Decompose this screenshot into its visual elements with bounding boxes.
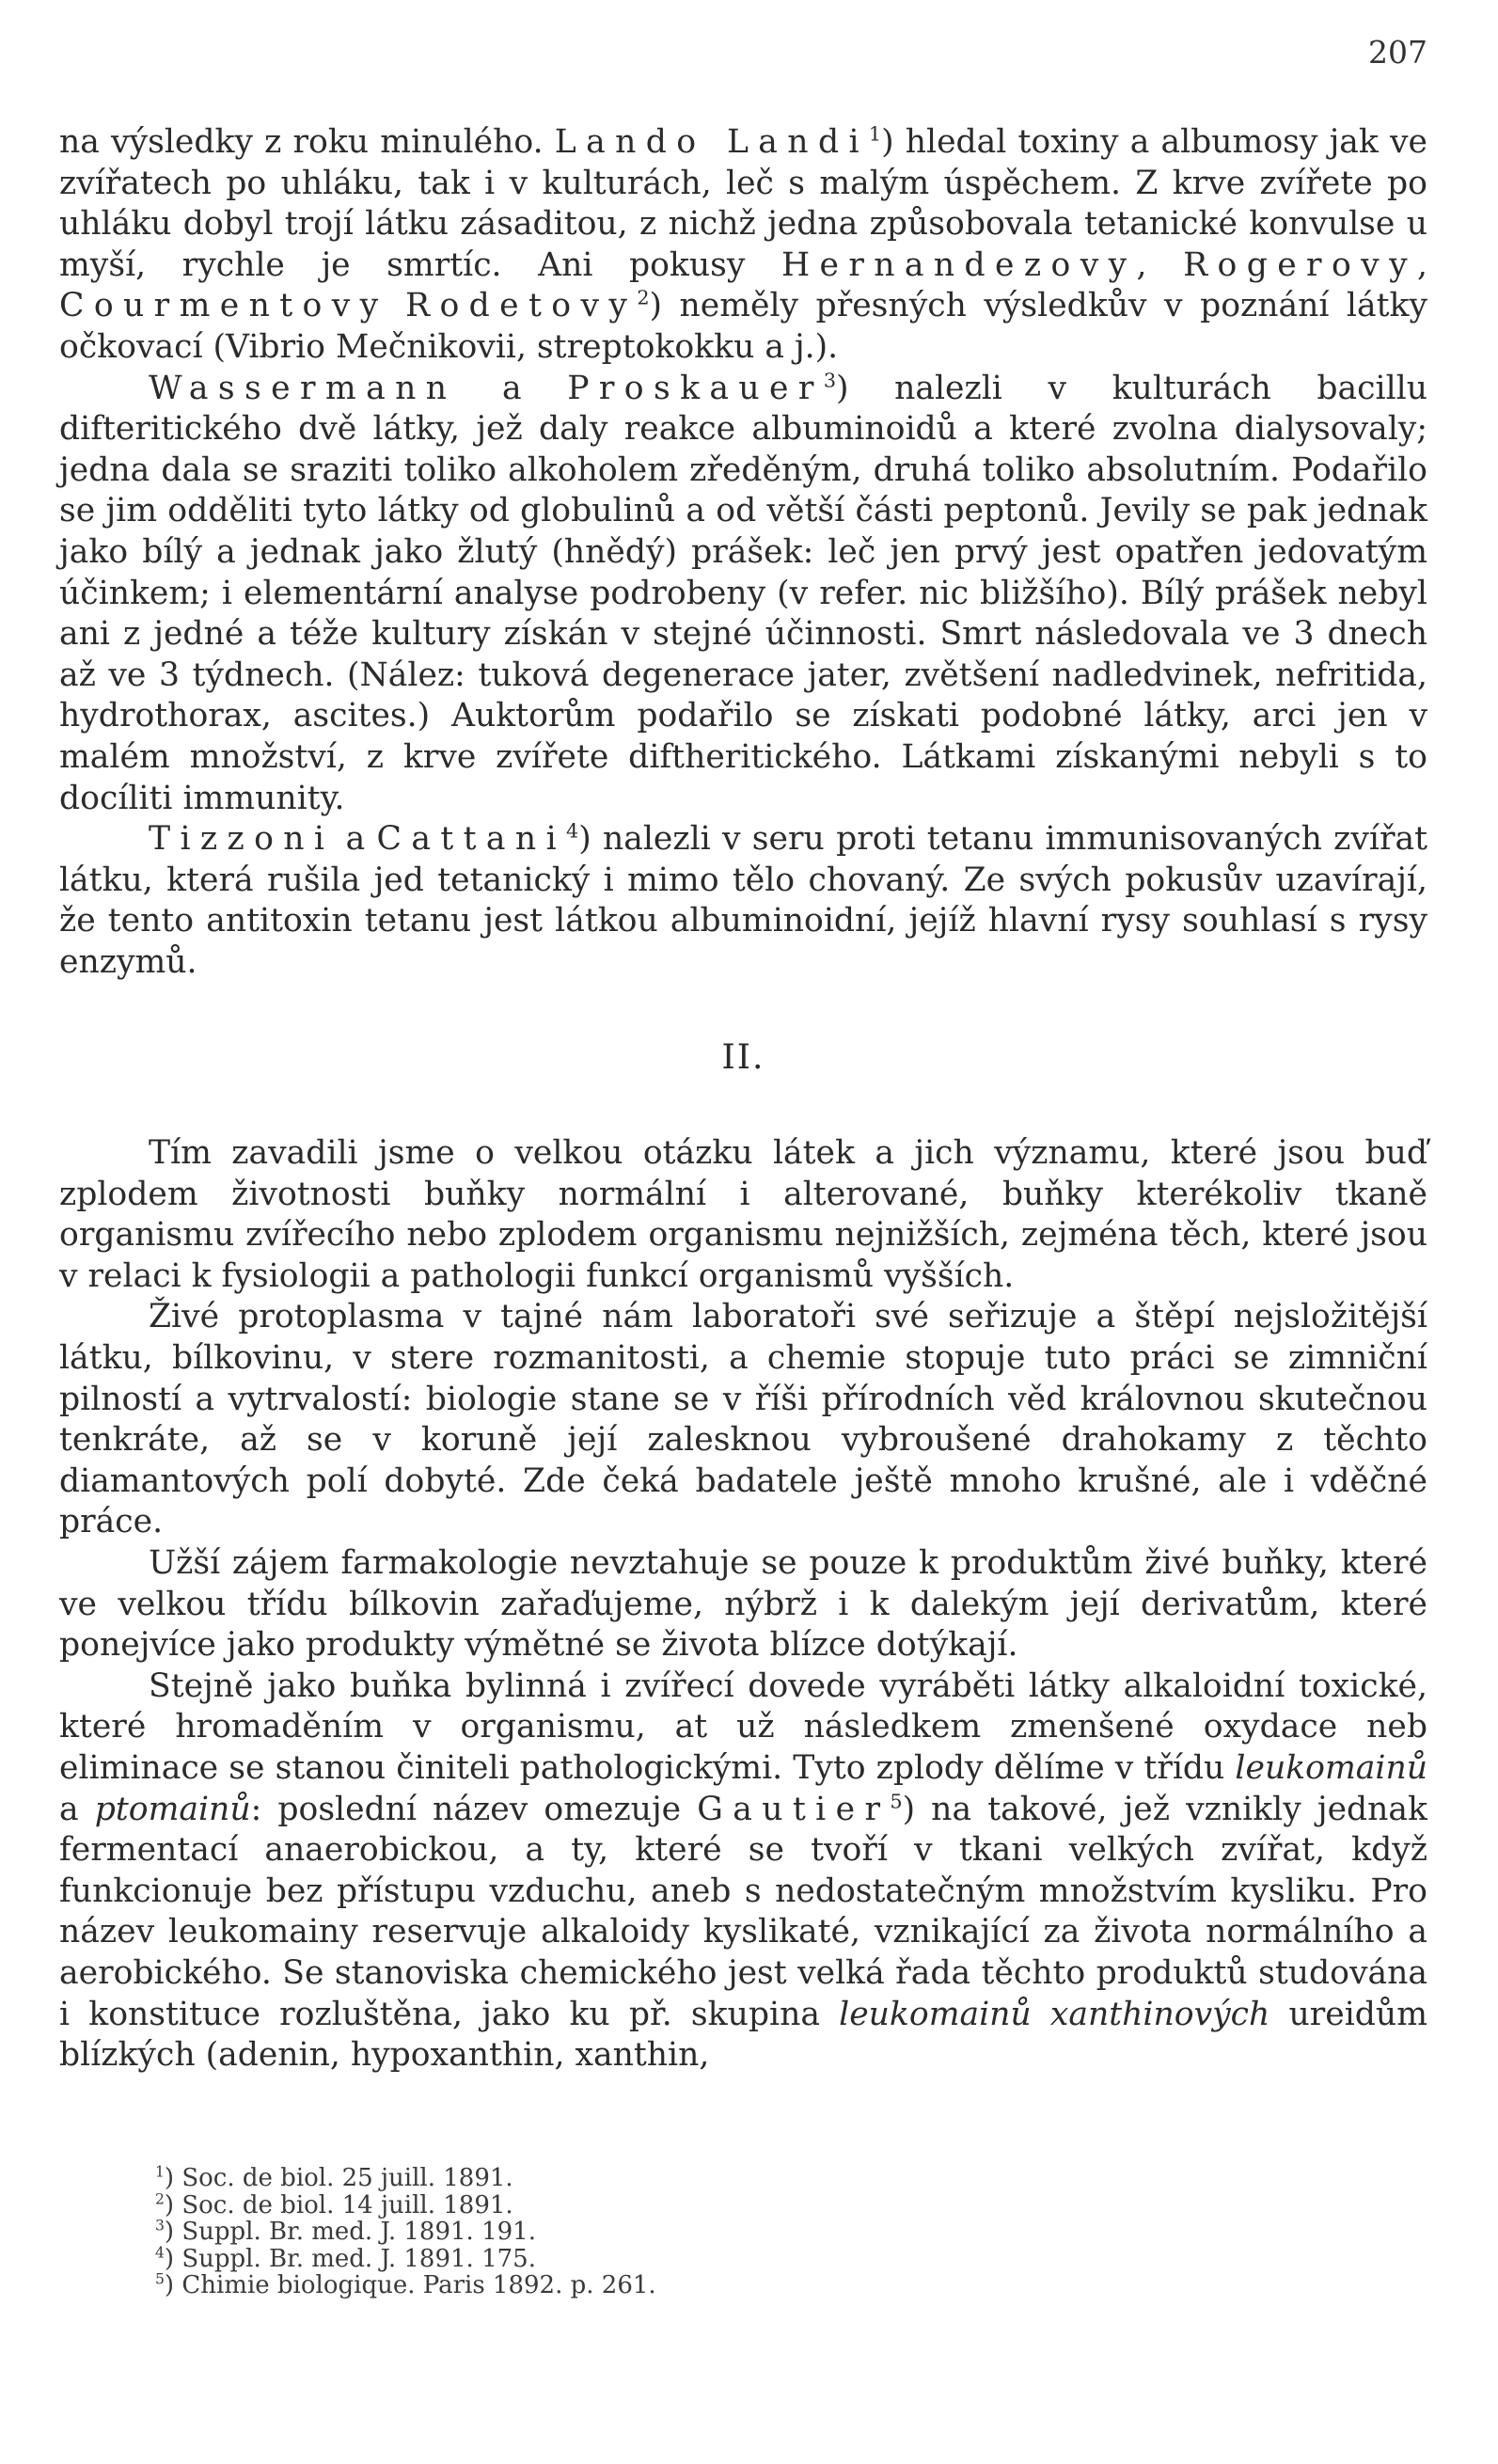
paragraph: Stejně jako buňka bylinná i zvířecí dovede vyráběti látky alkaloidní toxické, které hromaděním v organismu, at už následkem zmenšené oxydace neb eliminace se stanou činiteli pathologickými. Tyto zplody dělíme v třídu leukomainů a ptomainů: poslední název omezuje Gautier$^5$) na takové, jež vznikly jednak fermentací anaerobickou, a ty, které se tvoří v tkani velkých zvířat, když funkcionuje bez přístupu vzduchu, aneb s nedostatečným množstvím kysliku. Pro název leukomainy reservuje alkaloidy kyslikaté, vznikající za života normálního a aerobického. Se stanoviska chemického jest velká řada těchto produktů studována i konstituce rozluštěna, jako ku př. skupina leukomainů xanthinových ureidům blízkých (adenin, hypoxanthin, xanthin,: [59, 1666, 1428, 2075]
author-name: Hernandezovy: [781, 245, 1137, 284]
author-name: Rogerovy: [1183, 245, 1417, 284]
paragraph: Živé protoplasma v tajné nám laboratoři své seřizuje a štěpí nejsložitější látku, bílkovinu, v stere rozmanitosti, a chemie stopuje tuto práci se zimniční pilností a vytrvalostí: biologie stane se v říši přírodních věd královnou skutečnou tenkráte, až se v koruně její zalesknou vybroušené drahokamy z těchto diamantových polí dobyté. Zde čeká badatele ještě mnoho krušné, ale i vděčné práce.: [59, 1298, 1427, 1541]
author-name: Proskauer: [567, 369, 824, 407]
footnote: $^1$) Soc. de biol. 25 juill. 1891.: [155, 2163, 513, 2192]
paragraph: Tizzoni a Cattani$^4$) nalezli v seru proti tetanu immunisovaných zvířat látku, která rušila jed tetanický i mimo tělo chovaný. Ze svých pokusův uzavírají, že tento antitoxin tetanu jest látkou albuminoidní, jejíž hlavní rysy souhlasí s rysy enzymů.: [59, 819, 1427, 981]
author-name: Lando Landi: [554, 123, 869, 161]
author-name: Tizzoni: [149, 820, 335, 859]
italic-term: leukomainů xanthinových: [839, 1995, 1270, 2033]
footnote: $^2$) Soc. de biol. 14 juill. 1891.: [155, 2189, 513, 2219]
paragraph: Tím zavadili jsme o velkou otázku látek a jich významu, které jsou buď zplodem životnosti buňky normální i alterované, buňky kterékoliv tkaně organismu zvířecího nebo zplodem organismu nejnižších, zejména těch, které jsou v relaci k fysiologii a pathologii funkcí organismů vyšších.: [59, 1134, 1427, 1295]
footnote: $^5$) Chimie biologique. Paris 1892. p. 261.: [155, 2270, 656, 2299]
footnote: $^3$) Suppl. Br. med. J. 1891. 191.: [155, 2217, 536, 2246]
section-heading: II.: [721, 1038, 765, 1078]
footnote: $^4$) Suppl. Br. med. J. 1891. 175.: [155, 2243, 536, 2273]
page-number: 207: [1368, 34, 1427, 71]
author-name: Wassermann: [149, 369, 457, 407]
footnote-ref: 4: [566, 819, 579, 843]
footnote-ref: 3: [823, 369, 837, 392]
footnote-ref: 2: [637, 286, 650, 309]
italic-term: ptomainů: [94, 1790, 251, 1828]
italic-term: leukomainů: [1235, 1748, 1427, 1787]
author-name: Rodetovy: [405, 287, 638, 325]
author-name: Gautier: [697, 1790, 891, 1828]
paragraph: Wassermann a Proskauer$^3$) nalezli v kulturách bacillu difteritického dvě látky, jež daly reakce albuminoidů a které zvolna dialysovaly; jedna dala se sraziti toliko alkoholem zředěným, druhá toliko absolutním. Podařilo se jim odděliti tyto látky od globulinů a od větší části peptonů. Jevily se pak jednak jako bílý a jednak jako žlutý (hnědý) prášek: leč jen prvý jest opatřen jedovatým účinkem; i elementární analyse podrobeny (v refer. nic bližšího). Bílý prášek nebyl ani z jedné a téže kultury získán v stejné účinnosti. Smrt následovala ve 3 dnech až ve 3 týdnech. (Nález: tuková degenerace jater, zvětšení nadledvinek, nefritida, hydrothorax, ascites.) Auktorům podařilo se získati podobné látky, arci jen v malém množství, z krve zvířete diftheritického. Látkami získanými nebyli s to docíliti immunity.: [59, 369, 1427, 817]
author-name: Courmentovy: [59, 287, 388, 325]
footnotes: [155, 2165, 1190, 2299]
main-text: [59, 122, 1427, 2077]
footnote-ref: 5: [890, 1790, 903, 1813]
paragraph: Užší zájem farmakologie nevztahuje se pouze k produktům živé buňky, které ve velkou třídu bílkovin zařaďujeme, nýbrž i k dalekým její derivatům, které ponejvíce jako produkty výmětné se života blízce dotýkají.: [59, 1544, 1427, 1665]
footnote-ref: 1: [868, 122, 882, 146]
author-name: Cattani: [376, 820, 567, 859]
paragraph: na výsledky z roku minulého. Lando Landi$^1$) hledal toxiny a albumosy jak ve zvířatech po uhláku, tak i v kulturách, leč s malým úspěchem. Z krve zvířete po uhláku dobyl trojí látku zásaditou, z nichž jedna způsobovala tetanické konvulse u myší, rychle je smrtíc. Ani pokusy Hernandezovy, Rogerovy, Courmentovy Rodetovy$^2$) neměly přesných výsledkův v poznání látky očkovací (Vibrio Mečnikovii, streptokokku a j.).: [59, 122, 1428, 366]
